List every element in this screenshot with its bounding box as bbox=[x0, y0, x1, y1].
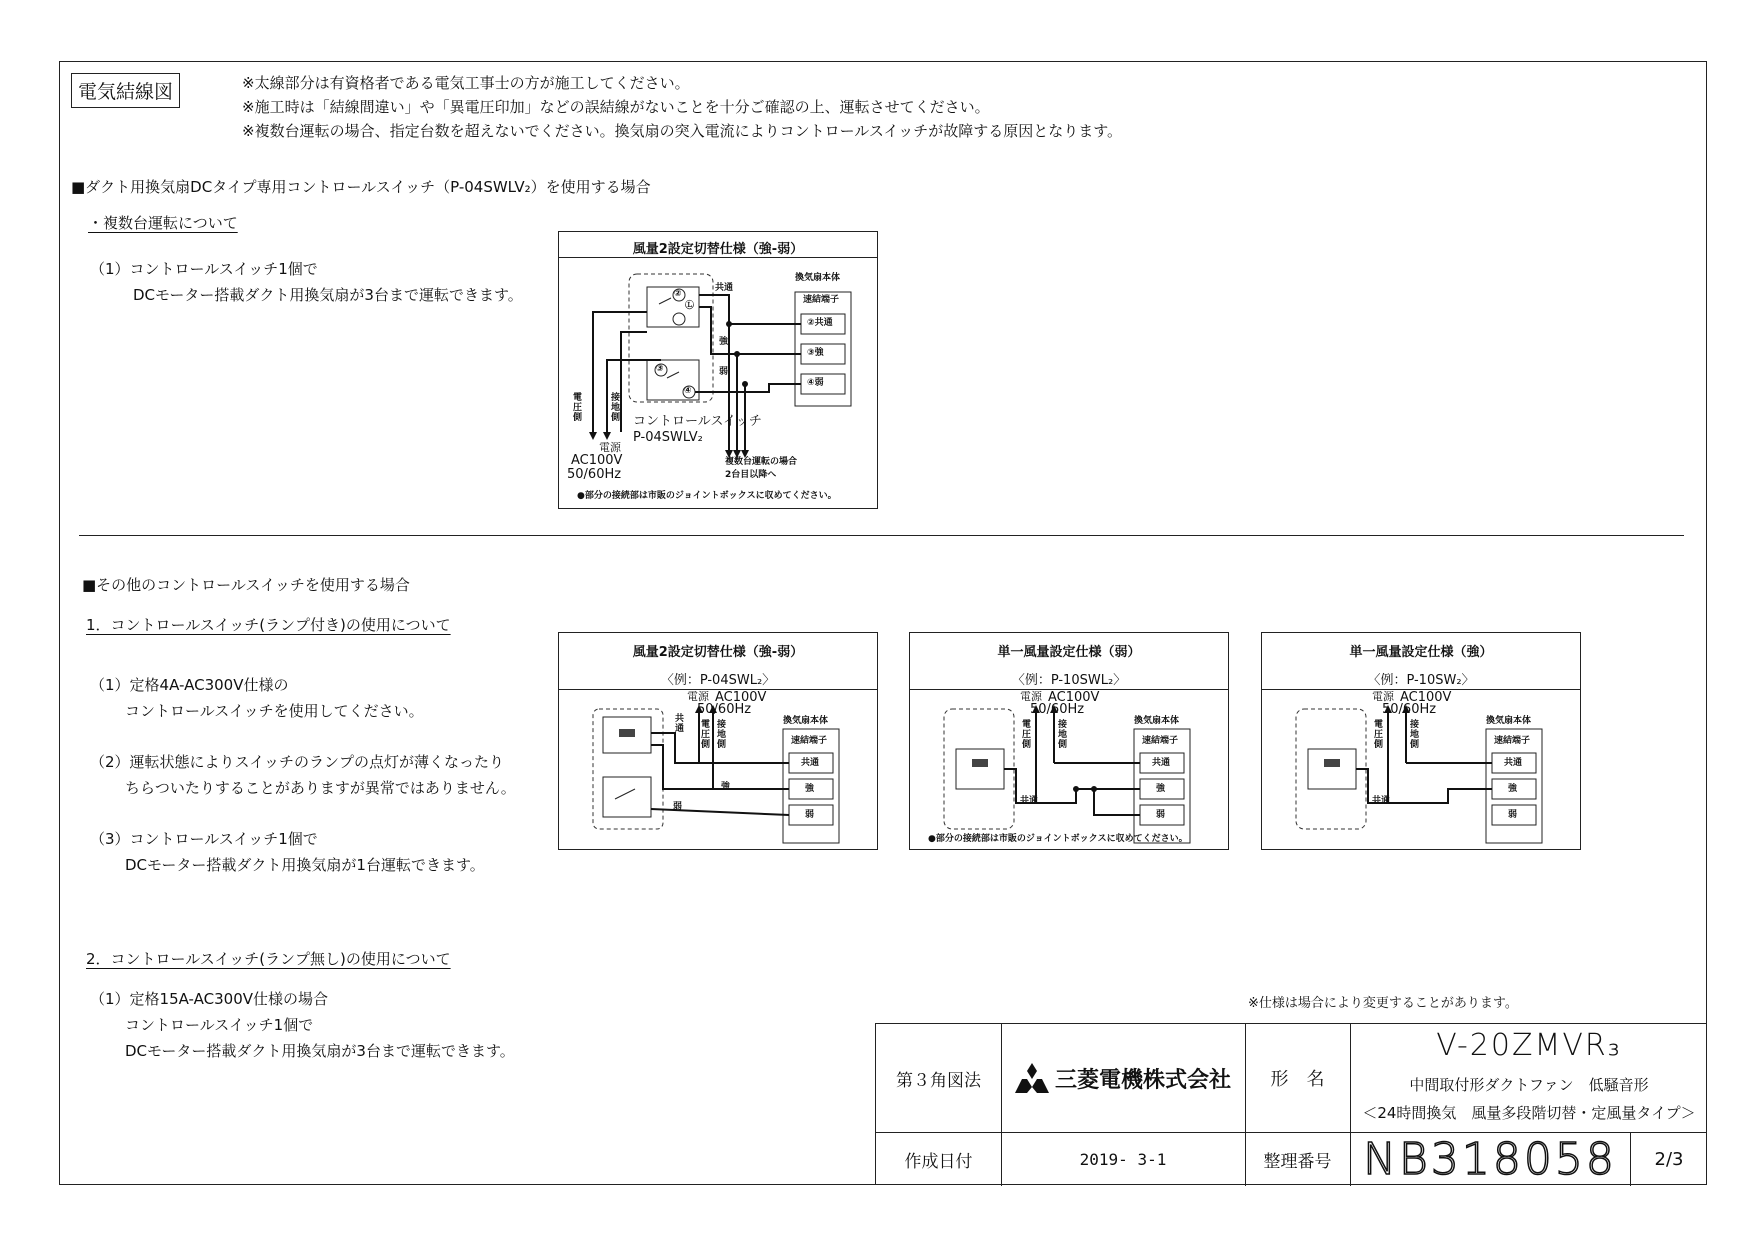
diagram4-w-common: 共通 bbox=[1372, 796, 1391, 806]
junction-dot-2 bbox=[734, 351, 740, 357]
section2-item1-line2: コントロールスイッチを使用してください。 bbox=[125, 702, 424, 720]
diagram2-example: 〈例：P-04SWL₂〉 bbox=[660, 673, 776, 688]
diagram1-power-v: AC100V bbox=[571, 453, 623, 468]
section1-sub: ・複数台運転について bbox=[88, 214, 238, 232]
diagram1-nL: Ⓛ bbox=[685, 301, 695, 311]
diagram3-power-v: AC100V bbox=[1048, 690, 1100, 705]
diagram2-title: 風量2設定切替仕様（強-弱） bbox=[632, 645, 804, 660]
switch bbox=[1308, 749, 1356, 789]
diagram1-note: ●部分の接続部は市販のジョイントボックスに収めてください。 bbox=[577, 491, 837, 501]
diagram4-t-strong: 強 bbox=[1508, 784, 1518, 794]
diagram1-switch-line2: P-04SWLV₂ bbox=[633, 430, 703, 445]
diagram1-multi-line1: 複数台運転の場合 bbox=[725, 457, 798, 467]
section-divider bbox=[79, 535, 1684, 536]
diagram1-switch-line1: コントロールスイッチ bbox=[633, 414, 762, 429]
lamp bbox=[619, 729, 635, 737]
note-1: ※太線部分は有資格者である電気工事士の方が施工してください。 bbox=[242, 74, 690, 92]
wire-weak bbox=[695, 384, 801, 392]
section1-item-line1: （1）コントロールスイッチ1個で bbox=[90, 260, 318, 278]
diagram1-power-hz: 50/60Hz bbox=[567, 467, 622, 482]
diagram4-power-hz: 50/60Hz bbox=[1382, 702, 1437, 717]
diagram3-w-common: 共通 bbox=[1020, 796, 1039, 806]
section2-item2-line1: （2）運転状態によりスイッチのランプの点灯が薄くなったり bbox=[90, 753, 504, 771]
diagram3-wiring-svg bbox=[910, 633, 1230, 851]
diagram4-t-common: 共通 bbox=[1504, 758, 1523, 768]
diagram3-t-weak: 弱 bbox=[1156, 810, 1166, 820]
diagram4-wiring-svg bbox=[1262, 633, 1582, 851]
terminal-4-circle bbox=[673, 313, 685, 325]
diagram3-example: 〈例：P-10SWL₂〉 bbox=[1011, 673, 1127, 688]
diagram3-terminal-label: 速結端子 bbox=[1142, 736, 1179, 746]
diagram3-title: 単一風量設定仕様（弱） bbox=[997, 645, 1141, 660]
section2-item3-line2: DCモーター搭載ダクト用換気扇が1台運転できます。 bbox=[125, 856, 485, 874]
diagram3-fan-label: 換気扇本体 bbox=[1134, 716, 1180, 726]
section2-sub1: 1．コントロールスイッチ(ランプ付き)の使用について bbox=[86, 616, 451, 634]
diagram1-n2: ② bbox=[674, 289, 682, 299]
note-2: ※施工時は「結線間違い」や「異電圧印加」などの誤結線がないことを十分ご確認の上、運転させてください。 bbox=[242, 98, 990, 116]
switch-enclosure bbox=[629, 274, 713, 402]
note-3: ※複数台運転の場合、指定台数を超えないでください。換気扇の突入電流によりコントロールスイッチが故障する原因となります。 bbox=[242, 122, 1123, 140]
section1-heading: ■ダクト用換気扇DCタイプ専用コントロールスイッチ（P-04SWLV₂）を使用する場合 bbox=[71, 178, 651, 196]
wire-strong bbox=[651, 745, 789, 789]
model-label: 形 名 bbox=[1270, 1069, 1325, 1090]
lamp bbox=[972, 759, 988, 767]
diagram2-power-v: AC100V bbox=[715, 690, 767, 705]
diagram4-ground-side: 接地側 bbox=[1410, 720, 1420, 750]
wiring-diagram-1 bbox=[558, 231, 878, 509]
model-desc-1: 中間取付形ダクトファン 低騒音形 bbox=[1409, 1076, 1649, 1094]
diagram3-ground-side: 接地側 bbox=[1058, 720, 1068, 750]
section2-item1-line1: （1）定格4A-AC300V仕様の bbox=[90, 676, 289, 694]
diagram1-t-strong: ③強 bbox=[807, 348, 824, 358]
wire-strong bbox=[699, 307, 801, 354]
junction-dot-1 bbox=[1073, 786, 1079, 792]
switch-lever bbox=[615, 789, 635, 799]
arrow-voltage bbox=[589, 432, 597, 440]
section2-item3-line1: （3）コントロールスイッチ1個で bbox=[90, 830, 318, 848]
footer-note: ※仕様は場合により変更することがあります。 bbox=[1248, 996, 1518, 1011]
diagram2-terminal-label: 速結端子 bbox=[791, 736, 828, 746]
diagram1-w-common: 共通 bbox=[715, 283, 734, 293]
wire-common bbox=[699, 295, 801, 324]
lamp bbox=[1324, 759, 1340, 767]
diagram1-title: 風量2設定切替仕様（強-弱） bbox=[632, 242, 804, 257]
company-logo-area bbox=[1001, 1024, 1245, 1132]
wiring-diagram-4 bbox=[1261, 632, 1581, 850]
diagram1-multi-line2: 2台目以降へ bbox=[725, 470, 777, 480]
section2-item4-line2: コントロールスイッチ1個で bbox=[125, 1016, 314, 1034]
section2-heading: ■その他のコントロールスイッチを使用する場合 bbox=[82, 576, 410, 594]
model-number: V-20ZMVR₃ bbox=[1436, 1028, 1622, 1063]
company-name: 三菱電機株式会社 bbox=[1054, 1067, 1231, 1093]
diagram1-n4: ④ bbox=[684, 386, 692, 396]
diagram2-w-common: 共通 bbox=[675, 714, 685, 734]
diagram1-terminal-label: 速結端子 bbox=[803, 295, 840, 305]
diagram4-terminal-label: 速結端子 bbox=[1494, 736, 1531, 746]
page-number: 2/3 bbox=[1654, 1148, 1684, 1170]
drawing-number: NB318058 bbox=[1363, 1133, 1617, 1185]
diagram4-power-v: AC100V bbox=[1400, 690, 1452, 705]
diagram1-n3: ③ bbox=[656, 364, 664, 374]
diagram3-voltage-side: 電圧側 bbox=[1022, 720, 1032, 750]
section2-item2-line2: ちらついたりすることがありますが異常ではありません。 bbox=[125, 779, 516, 797]
diagram1-t-weak: ④弱 bbox=[807, 378, 824, 388]
section2-sub2: 2．コントロールスイッチ(ランプ無し)の使用について bbox=[86, 950, 451, 968]
wiring-diagram-3 bbox=[909, 632, 1229, 850]
diagram4-fan-label: 換気扇本体 bbox=[1486, 716, 1532, 726]
section2-item4-line3: DCモーター搭載ダクト用換気扇が3台まで運転できます。 bbox=[125, 1042, 515, 1060]
diagram4-t-weak: 弱 bbox=[1508, 810, 1518, 820]
projection-method: 第３角図法 bbox=[896, 1070, 981, 1091]
diagram4-example: 〈例：P-10SW₂〉 bbox=[1367, 673, 1475, 688]
page-title: 電気結線図 bbox=[71, 73, 180, 108]
junction-dot-1 bbox=[726, 321, 732, 327]
diagram3-power-hz: 50/60Hz bbox=[1030, 702, 1085, 717]
diagram4-power-label: 電源 bbox=[1372, 690, 1394, 703]
arrow-ground bbox=[603, 432, 611, 440]
diagram1-w-weak: 弱 bbox=[719, 367, 729, 377]
diagram2-fan-label: 換気扇本体 bbox=[783, 716, 829, 726]
diagram3-t-common: 共通 bbox=[1152, 758, 1171, 768]
diagram1-fan-label: 換気扇本体 bbox=[795, 273, 841, 283]
switch bbox=[956, 749, 1004, 789]
diagram2-power-label: 電源 bbox=[687, 690, 709, 703]
diagram2-t-weak: 弱 bbox=[805, 810, 815, 820]
diagram3-t-strong: 強 bbox=[1156, 784, 1166, 794]
wire-weak bbox=[1094, 789, 1140, 815]
date-label: 作成日付 bbox=[904, 1151, 973, 1172]
section2-item4-line1: （1）定格15A-AC300V仕様の場合 bbox=[90, 990, 329, 1008]
switch-lever-2 bbox=[667, 372, 679, 378]
junction-dot-2 bbox=[1091, 786, 1097, 792]
wiring-diagram-2 bbox=[558, 632, 878, 850]
lower-switch bbox=[603, 777, 651, 817]
diagram3-power-label: 電源 bbox=[1020, 690, 1042, 703]
diagram1-voltage-side: 電圧側 bbox=[573, 393, 583, 423]
diagram4-voltage-side: 電圧側 bbox=[1374, 720, 1384, 750]
diagram2-w-strong: 強 bbox=[721, 782, 731, 792]
diagram2-t-common: 共通 bbox=[801, 758, 820, 768]
diagram2-voltage-side: 電圧側 bbox=[701, 720, 711, 750]
diagram1-w-strong: 強 bbox=[719, 337, 729, 347]
junction-dot-3 bbox=[742, 381, 748, 387]
creation-date: 2019- 3-1 bbox=[1079, 1149, 1167, 1169]
diagram1-ground-side: 接地側 bbox=[611, 393, 621, 423]
switch-lever-1 bbox=[659, 298, 671, 304]
diagram2-w-weak: 弱 bbox=[673, 802, 683, 812]
wire-weak bbox=[651, 809, 789, 815]
diagram2-t-strong: 強 bbox=[805, 784, 815, 794]
diagram3-note: ●部分の接続部は市販のジョイントボックスに収めてください。 bbox=[928, 834, 1188, 844]
diagram1-t-common: ②共通 bbox=[807, 318, 833, 328]
title-block bbox=[875, 1023, 1707, 1185]
diagram4-title: 単一風量設定仕様（強） bbox=[1349, 645, 1493, 660]
diagram2-ground-side: 接地側 bbox=[717, 720, 727, 750]
model-desc-2: ＜24時間換気 風量多段階切替・定風量タイプ＞ bbox=[1362, 1104, 1696, 1122]
diagram1-power-label: 電源 bbox=[599, 441, 621, 454]
section1-item-line2: DCモーター搭載ダクト用換気扇が3台まで運転できます。 bbox=[133, 286, 523, 304]
mitsubishi-diamonds-icon bbox=[1015, 1063, 1049, 1093]
diagram2-power-hz: 50/60Hz bbox=[697, 702, 752, 717]
number-label: 整理番号 bbox=[1263, 1151, 1332, 1172]
